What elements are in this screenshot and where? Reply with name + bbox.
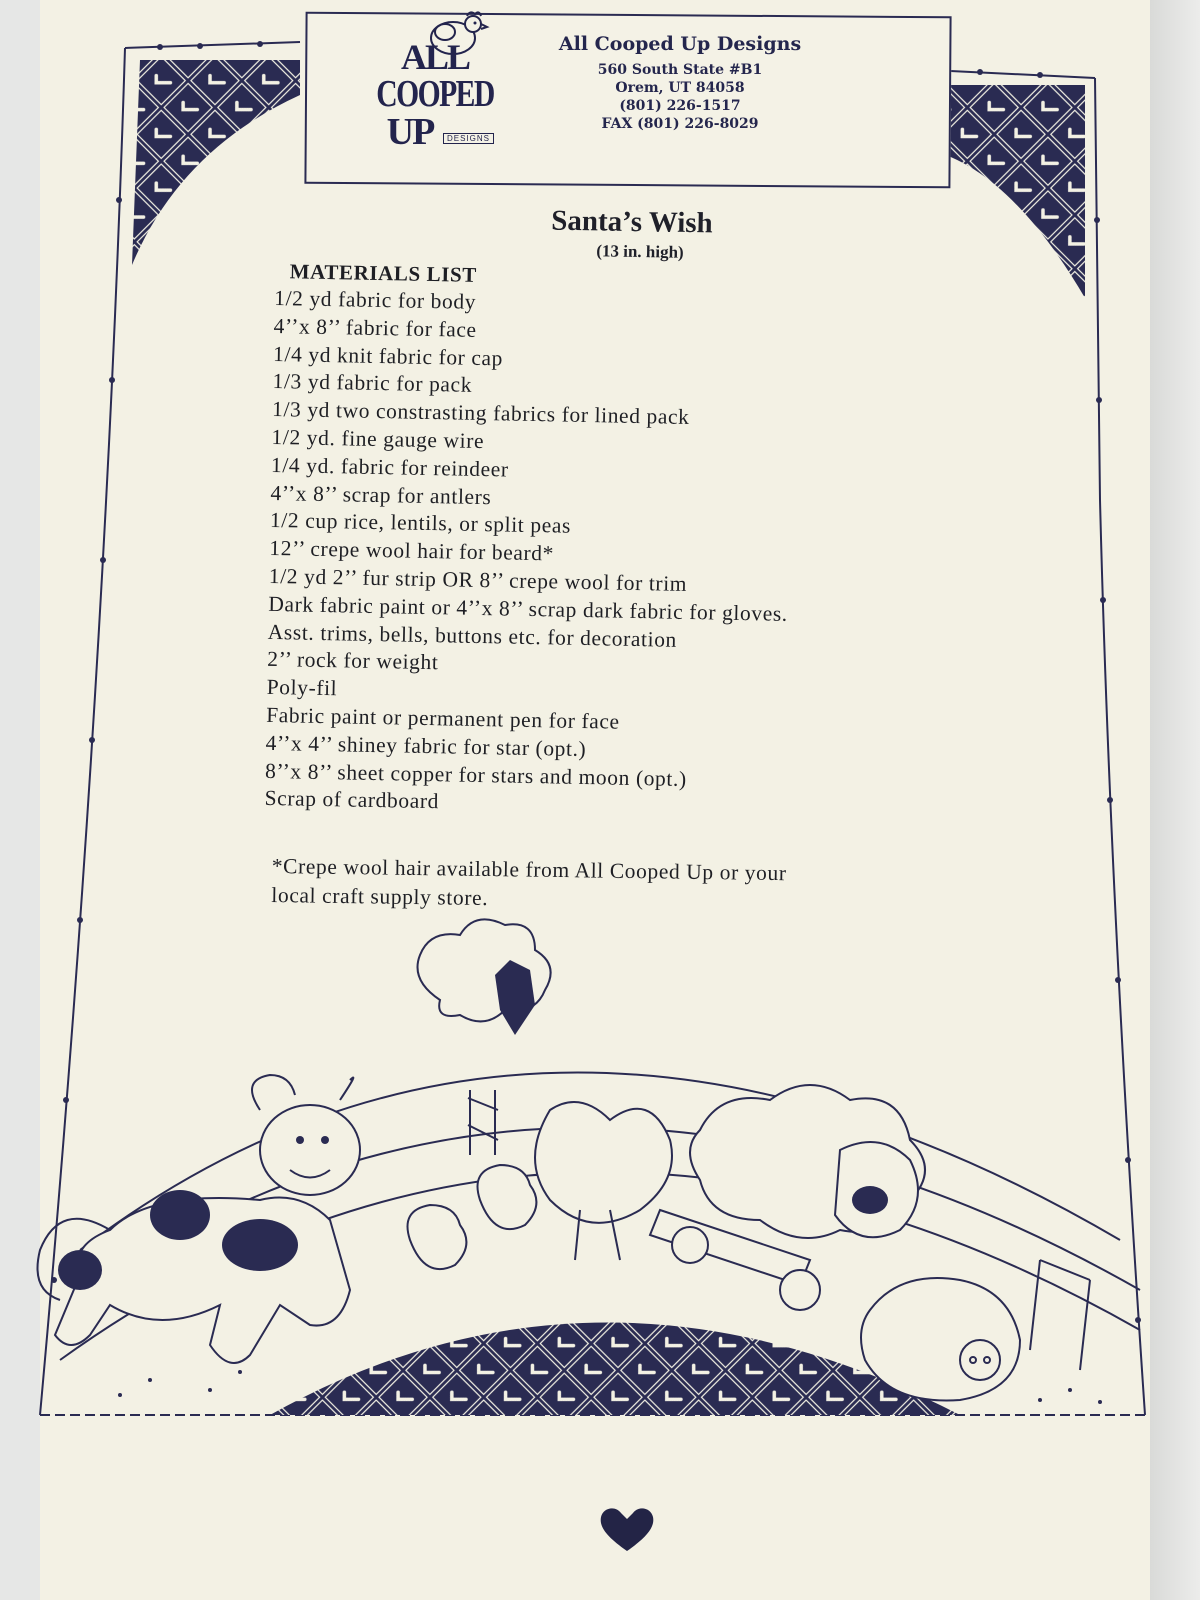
list-item: 4’’x 8’’ fabric for face xyxy=(273,313,477,342)
logo-text-cooped: COOPED xyxy=(376,73,494,115)
list-item: 8’’x 8’’ sheet copper for stars and moon (opt.) xyxy=(264,758,687,791)
logo-text-up: UP xyxy=(386,111,434,153)
list-item: 1/3 yd two constrasting fabrics for lined pack xyxy=(271,397,690,430)
pattern-title: Santa’s Wish xyxy=(551,204,714,240)
company-phone: (801) 226-1517 xyxy=(619,98,741,114)
company-name: All Cooped Up Designs xyxy=(558,33,802,55)
heart-icon xyxy=(597,1505,657,1555)
list-item: 1/2 cup rice, lentils, or split peas xyxy=(269,508,572,539)
pattern-size: (13 in. high) xyxy=(596,241,684,262)
list-item: Fabric paint or permanent pen for face xyxy=(265,702,620,734)
logo-text-designs: DESIGNS xyxy=(443,133,494,144)
company-city: Orem, UT 84058 xyxy=(615,80,745,96)
list-item: 12’’ crepe wool hair for beard* xyxy=(269,536,555,566)
list-item: 1/2 yd 2’’ fur strip OR 8’’ crepe wool for trim xyxy=(268,563,688,596)
list-item: 2’’ rock for weight xyxy=(267,647,439,675)
footnote-line-1: *Crepe wool hair available from All Cooped Up or your xyxy=(271,853,787,886)
list-item: 1/3 yd fabric for pack xyxy=(272,369,473,398)
list-item: 1/2 yd. fine gauge wire xyxy=(271,424,485,454)
company-fax: FAX (801) 226-8029 xyxy=(601,116,759,132)
list-item: 1/2 yd fabric for body xyxy=(274,285,477,314)
company-address: 560 South State #B1 xyxy=(597,62,763,78)
materials-heading: MATERIALS LIST xyxy=(289,259,478,287)
list-item: Dark fabric paint or 4’’x 8’’ scrap dark fabric for gloves. xyxy=(268,591,789,626)
list-item: 1/4 yd knit fabric for cap xyxy=(272,341,504,370)
list-item: Asst. trims, bells, buttons etc. for decoration xyxy=(267,619,678,652)
footnote-line-2: local craft supply store. xyxy=(271,882,489,911)
list-item: 1/4 yd. fabric for reindeer xyxy=(270,452,509,482)
list-item: Poly-fil xyxy=(266,675,338,701)
logo-text-all: ALL xyxy=(400,37,470,77)
list-item: Scrap of cardboard xyxy=(264,786,440,814)
list-item: 4’’x 8’’ scrap for antlers xyxy=(270,480,492,509)
list-item: 4’’x 4’’ shiney fabric for star (opt.) xyxy=(265,730,587,761)
